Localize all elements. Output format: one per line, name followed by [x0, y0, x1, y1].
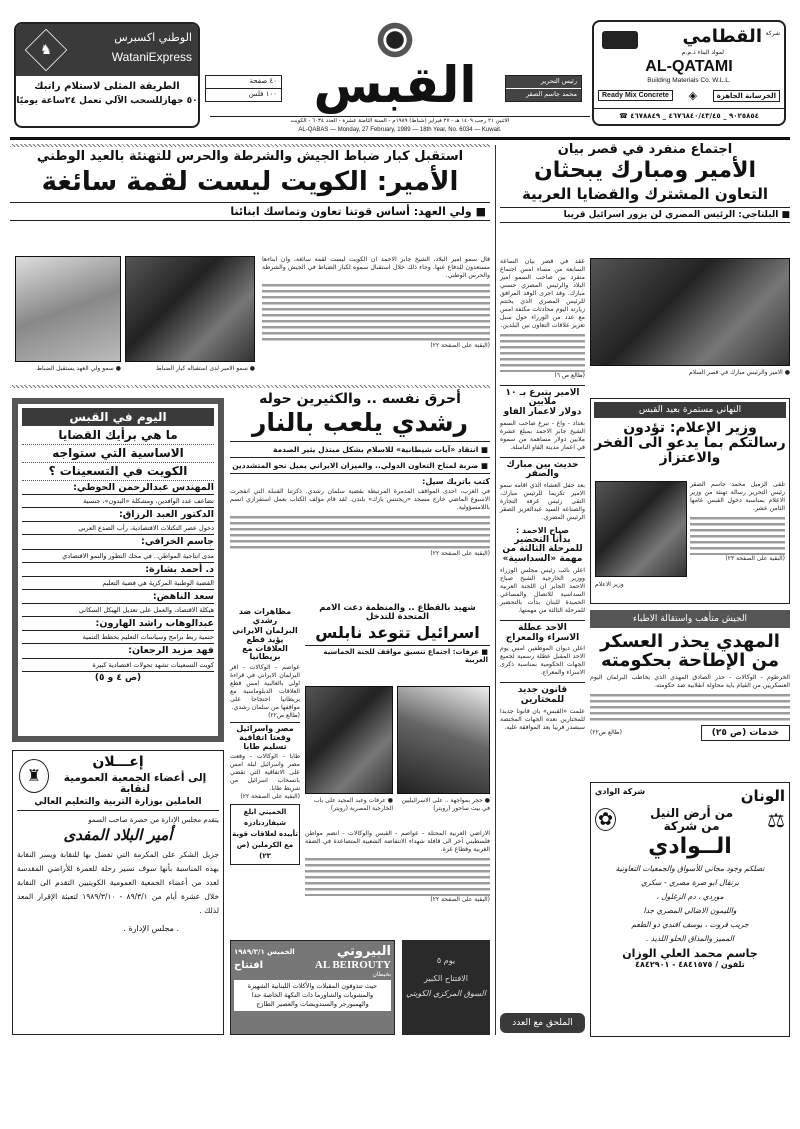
concrete-truck-icon — [602, 31, 638, 49]
article-body-text: عقد في قصر بيان الساعة السابعة من مساء امس اجتماع منفرد بين صاحب السمو امير البلاد والرئيس المصري حسني مبارك. وقد اجرى الوفد المرافق للرئيس المصري الذي يختتم زيارته اليوم محادثات مكثفة امس مع عدد من الوزراء حول سبل تعزيز علاقات التعاون بين البلدين. — [500, 258, 585, 329]
bullet-square-icon: ■ — [471, 205, 486, 219]
article-body-text: عواصم - الوكالات - اقر البرلمان الايراني في قراءة اولى بالغالبية امس قطع العلاقات الدبلوماسية مع بريطانيا احتجاجا على مواقفها من سلمان رشدي. — [230, 663, 300, 711]
today-item-name: د. أحمد بشارة: — [22, 565, 214, 577]
ad-union-body: جزيل الشكر على المكرمة التي تفضل بها للنقابة ويسر النقابة بهذه المناسبة بأنها سوف تسير رحلة للعمرة للأراضي المقدسة لعدد من أعضاء الجمعية العمومية الكويتيين التقدم الى النقابة خلال عشرة أيام من ٨٩/٣/١ - ١٩٨٩/٣/١٠ لتعبئة الإقرار المعد لذلك . — [17, 849, 219, 915]
ad-wadi-line2: من شركة — [663, 818, 720, 833]
date-arabic: الاثنين ٢١ رجب ١٤٠٩ هـ - ٢٧ فبراير (شباط) ١٩٨٩م - السنة الثامنة عشرة - العدد ٦٠٣٤ - الكويت — [290, 118, 510, 124]
ad-souq-line3: السوق المركزي الكويتي — [406, 989, 486, 998]
photo-arafat — [305, 686, 393, 794]
story-talk-headline: حديث بين مبارك والصقر — [506, 459, 579, 480]
story-khomeini[interactable]: الخميني ابلغ شيفاردنادزه تأييده لعلاقات قوية مع الكرملين (ص ٢٣) — [230, 804, 300, 865]
ad-teachers-union[interactable] — [12, 750, 224, 1035]
story-mubarak-headline2: التعاون المشترك والقضايا العربية — [521, 184, 769, 203]
photo-info-minister — [595, 481, 687, 577]
ad-union-line2: العاملين بوزارة التربية والتعليم العالي — [17, 798, 219, 812]
today-item-name: جاسم الخرافي: — [22, 537, 214, 549]
ad-wadi-text: جريب فروت ، يوسف افندي ذو الطعم — [631, 919, 749, 929]
story-amir-headline: الأمير: الكويت ليست لقمة سائغة — [41, 167, 459, 198]
article-text-lines — [305, 856, 490, 896]
photo-caption: وزير الاعلام — [595, 581, 624, 588]
services-page-link[interactable]: خدمات (ص ٢٥) — [701, 725, 790, 741]
today-item-name: الدكتور العبد الرزاق: — [22, 510, 214, 522]
story-mahdi-banner: الجيش متأهب واستقالة الاطباء — [590, 610, 790, 628]
left-narrow-column — [230, 608, 300, 865]
story-mukhtar-headline: قانون جديد للمختارين — [517, 685, 568, 706]
ad-beirouty-date: الخميس ١٩٨٩/٣/١ — [234, 947, 295, 956]
ad-qatami-product-ar: الخرسانة الجاهزة — [713, 90, 780, 102]
article-body-text: قال سمو امير البلاد، الشيخ جابر الاحمد ان الكويت ليست لقمة سائغة، وان ابناءها مستعدون للدفاع عنها. وجاء ذلك خلال استقبال سموه لكبار الضباط في الجيش والشرطة والحرس الوطني. — [262, 256, 490, 279]
ad-wadi-owner: جاسم محمد العلي الوزان — [622, 946, 758, 960]
article-body-text: في الغرب، احدى المواقف المدمرة المرتبطة بقضية سلمان رشدي. ذكرتنا القنبلة التي انفجرت الاسبوع الماضي خارج مسجد «ريجنتس بارك» بلندن. لقد قام مؤلف الكتاب بعمل استفزازي اتسم باللامسؤولية. — [230, 488, 490, 512]
ad-al-wadi[interactable] — [590, 782, 790, 1037]
editor-box — [505, 75, 582, 102]
ad-watani-brand-ar: الوطني اكسبرس — [114, 31, 192, 44]
ad-union-title: إعـــلان — [92, 754, 144, 770]
ad-union-name: أمير البلاد المفدى — [63, 826, 173, 845]
diamond-logo-icon: ◈ — [688, 89, 698, 102]
ad-qatami-phones: ٩٠٢٥٨٥٤ _ ٤٦٧٦٨٤٠/٤٣/٤٥ _ ٤٦٧٨٨٤٩ ☎ — [594, 108, 784, 120]
today-question: الاساسية التي ستواجه — [22, 447, 214, 463]
article-text-lines — [590, 692, 790, 722]
hatch-rule — [10, 144, 490, 147]
column-divider — [495, 145, 496, 1035]
photo-caption: ● حجر بمواجهة .. على الاسرائيليين في بيت ساحور (رويتر) — [401, 797, 490, 812]
today-item-topic[interactable]: القضية الوطنية المركزية هي قضية التعليم — [22, 579, 214, 590]
date-english: AL-QABAS — Monday, 27 February, 1989 — 18th Year, No. 6034 — Kuwait. — [298, 127, 502, 133]
story-sabah[interactable] — [500, 527, 585, 615]
ad-wadi-header: شركة الوادي — [595, 787, 646, 796]
article-body-text: بغداد - واع - تبرع صاحب السمو الشيخ جابر الاحمد بمبلغ عشرة ملايين دولار مساهمة من سموه في اعمار مدينة الفاو الباسلة. — [500, 419, 585, 451]
ad-wadi-text: تصلكم وجود مجاني للأسواق والجمعيات التعاونية — [615, 863, 765, 873]
bullet-dot-icon: ● — [482, 797, 490, 804]
story-mahdi[interactable] — [590, 610, 790, 775]
article-body-text: طابا - الوكالات - وقعت مصر واسرائيل ليلة امس على الاتفاقية التي تقضي بانسحاب اسرائيل من شريط طابا. — [230, 753, 300, 793]
ad-beirouty-opening: افتتاح — [234, 959, 264, 971]
photo-caption: ● عرفات وعبد المجيد على باب الخارجية المصرية (رويتر) — [314, 797, 393, 812]
scales-icon: ⚖ — [767, 807, 785, 832]
continued-note[interactable]: (طالع ص ٦) — [554, 372, 585, 379]
today-item-topic[interactable]: تضاعف عدد الوافدين، ومشكلة «البدون»، جنسية — [22, 497, 214, 508]
ad-al-qatami[interactable] — [592, 20, 786, 126]
article-body-text: تلقى الزميل محمد جاسم الصقر رئيس التحرير رسالة تهنئة من وزير الاعلام بمناسبة دخول القبس عامها الثامن عشر. — [690, 481, 785, 512]
story-nablus[interactable] — [305, 604, 490, 667]
story-iran-headline2: البرلمان الايراني يؤيد قطع العلاقات مع بريطانيا — [232, 626, 298, 662]
today-item-topic[interactable]: دخول عصر التكتلات الاقتصادية، رأب الصدع العربي — [22, 524, 214, 535]
bullet-dot-icon: ● — [113, 365, 121, 372]
ad-watani-banner — [16, 24, 198, 76]
bullet-square-icon: ■ — [478, 445, 488, 455]
article-body-text: اعلن نائب رئيس مجلس الوزراء ووزير الخارجية الشيخ صباح الاحمد الجابر ان اللجنة العربية السداسية للاتصال والمساعي الحميدة للبنان بدأت بالتحضير للمرحلة الثالثة من مهمتها. — [500, 566, 585, 614]
camel-logo-icon: ♞ — [25, 29, 67, 71]
editor-name: محمد جاسم الصقر — [525, 90, 577, 98]
story-holiday[interactable] — [500, 620, 585, 677]
price: ١٠٠ فلس — [248, 90, 277, 98]
ad-qatami-sub-en: Building Materials Co. W.L.L. — [647, 77, 731, 84]
story-holiday-headline: الاحد عطلة — [518, 622, 567, 633]
story-rushdie-subhead: ضربة لمناخ التعاون الدولي.. والميزان الايراني يميل نحو المتشددين — [232, 461, 479, 471]
ad-union-line1: إلى أعضاء الجمعية العمومية لنقابة — [63, 772, 207, 796]
ad-wadi-text: موردي ، دم الزغلول ، — [656, 891, 724, 901]
story-amir-kicker: استقبل كبار ضباط الجيش والشرطة والحرس للتهنئة بالعيد الوطني — [36, 149, 464, 164]
story-mubarak-subhead: البلتاجي: الرئيس المصري لن يزور اسرائيل قريبا — [563, 209, 779, 220]
ad-qatami-name-ar: القطامي — [682, 26, 762, 47]
story-amir[interactable] — [10, 150, 490, 221]
ad-union-intro: يتقدم مجلس الإدارة من حضرة صاحب السمو — [88, 816, 219, 825]
ad-wadi-name: الــوادي — [648, 833, 732, 859]
price-box — [205, 75, 282, 102]
article-body-text: اعلن ديوان الموظفين امس يوم الاحد المقبل عطلة رسمية لجميع الجهات الحكومية بمناسبة ذكرى الاسراء والمعراج. — [500, 645, 585, 677]
ad-qatami-sub-ar: لمواد البناء ذ.م.م — [681, 49, 724, 56]
story-mahdi-headline: المهدي يحذر العسكر من الإطاحة بحكومته — [600, 631, 780, 672]
story-amir-body — [262, 256, 490, 350]
ad-beirouty-body: حيث تتذوقون المقبلات والأكلات اللبنانية الشهيرة والمشويات والشاورما ذات النكهة الخاصة جدا والهمبورجر والسندويشات والعصير الطازج — [234, 980, 391, 1011]
story-mubarak-kicker: اجتماع منفرد في قصر بيان — [557, 142, 733, 157]
story-rushdie-kicker: أحرق نفسه .. والكثيرين حوله — [259, 391, 461, 407]
story-talk[interactable] — [500, 457, 585, 522]
story-nablus-headline: اسرائيل تتوعد نابلس — [315, 623, 480, 643]
bullet-square-icon: ■ — [478, 461, 488, 471]
continued-note[interactable]: (البقية على الصفحة ٢٣) — [725, 555, 785, 562]
story-mubarak-body — [500, 258, 585, 380]
story-donation[interactable] — [500, 385, 585, 452]
ad-watani-brand-en: WataniExpress — [111, 50, 192, 64]
today-item-name: المهندس عبدالرحمن الحوطي: — [22, 483, 214, 495]
ad-beirouty-name-en: AL BEIROUTY — [314, 959, 391, 971]
today-item-topic[interactable]: حتمية ربط برامج وسياسات التعليم بخطط التنمية — [22, 633, 214, 644]
story-taba-headline: مصر واسرائيل وقعتا اتفاقية تسليم طابا — [236, 724, 294, 751]
story-iran-parliament[interactable] — [230, 608, 300, 719]
story-mubarak-headline: الأمير ومبارك يبحثان — [533, 158, 756, 184]
union-emblem-icon: ♜ — [19, 759, 49, 793]
newspaper-name: القبس — [313, 56, 477, 114]
photo-caption: ● سمو ولي العهد يستقبل الضباط — [36, 365, 121, 372]
continued-note[interactable]: (البقية على الصفحة ٢٢) — [430, 342, 490, 349]
ad-qatami-product-en: Ready Mix Concrete — [598, 90, 673, 101]
ad-watani-line1: الطريقة المثلى لاستلام راتبك — [34, 81, 180, 92]
ad-qatami-company: شركة — [765, 30, 780, 37]
photo-caption: ● الامير والرئيس مبارك في قصر السلام — [688, 369, 790, 376]
photo-stone-thrower — [397, 686, 490, 794]
photo-amir-mubarak — [590, 258, 790, 366]
ad-souq-line2: الافتتاح الكبير — [424, 974, 468, 983]
ad-wadi-line1: من أرض النيل — [650, 806, 734, 820]
ad-al-beirouty[interactable] — [230, 940, 395, 1035]
masthead-logo — [295, 20, 495, 115]
ad-wadi-text: والليمون الاضالي المصري جدا — [643, 905, 737, 915]
continued-note[interactable]: (البقية على الصفحة ٢٢) — [430, 896, 490, 903]
ad-wadi-text: المميز والمذاق الحلو اللذيذ . — [646, 933, 734, 943]
story-nablus-subhead: عرفات: اجتماع تنسيق مواقف للجنة الخماسية العربية — [323, 647, 488, 665]
masthead-rule — [10, 137, 790, 140]
story-taba[interactable] — [230, 722, 300, 800]
article-body-text: الخرطوم - الوكالات - حذر الصادق المهدي الذي يخاطب البرلمان اليوم العسكريين من القيام باية محاولة انقلابية ضد حكومته. — [590, 673, 790, 689]
ad-wadi-phones: تلفون / ٤٨٤١٥٧٥ - ٤٨٤٢٩٠١ — [635, 959, 745, 969]
today-item-name: سعد الناهض: — [22, 592, 214, 604]
flower-logo-icon: ✿ — [595, 808, 616, 831]
photo-crown-prince — [15, 256, 121, 362]
continued-note[interactable]: (البقية على الصفحة ٢٢) — [430, 550, 490, 558]
hatch-rule — [10, 385, 490, 388]
right-narrow-column — [500, 258, 585, 732]
ad-wadi-brand: الونان — [740, 787, 785, 805]
today-question: الكويت في التسعينات ؟ — [22, 465, 214, 481]
article-text-lines — [690, 515, 785, 555]
continued-note[interactable]: (طالع ص٢٢) — [590, 729, 622, 737]
continued-note[interactable]: (البقية على الصفحة ٢٢) — [240, 793, 300, 801]
article-body-text: الاراضي العربية المحتلة - عواصم - القبس والوكالات - انضم مواطن فلسطيني آخر الى قافلة شهداء الانتفاضة الشعبية المتصاعدة في الضفة الغربية وقطاع غزة. — [305, 830, 490, 853]
today-item-topic[interactable]: مدى انتاجية المواطن.. في محك التطور والنمو الاقتصادي — [22, 552, 214, 563]
story-sabah-headline: بدأنا التحضير للمرحلة الثالثة من مهمة «السداسية» — [502, 534, 583, 565]
story-info-headline: وزير الإعلام: تؤدون رسالتكم بما يدعو الى الفخر والاعتزاز — [594, 420, 786, 467]
continued-note[interactable]: (طالع ص٢٢) — [268, 711, 300, 719]
bullet-square-icon: ■ — [778, 209, 790, 220]
editor-title: رئيس التحرير — [506, 76, 581, 89]
story-donation-headline: الامير يتبرع بـ ١٠ ملايين — [505, 387, 580, 408]
page-count: ٤٠ صفحة — [206, 76, 281, 89]
story-info-banner: النهاني مستمرة بعيد القبس — [594, 402, 786, 418]
article-text-lines — [230, 514, 490, 550]
story-mukhtar[interactable] — [500, 682, 585, 731]
ad-beirouty-name-ar: البيروتي — [336, 944, 391, 959]
story-iran-headline: مظاهرات ضد رشدي — [238, 607, 292, 625]
ad-qatami-name-en: AL-QATAMI — [645, 58, 733, 75]
ad-watani-express[interactable] — [14, 22, 200, 128]
photo-amir-officers — [125, 256, 255, 362]
ad-wadi-text: برتقال ابو صرة مصري - سكري — [641, 877, 739, 887]
article-body-text: علمت «القبس» بان قانونا جديدا للمختارين تعده الجهات المختصة سيصدر قريبا بعد الموافقة عليه. — [500, 707, 585, 731]
article-text-lines — [262, 282, 490, 342]
today-in-qabas-box[interactable] — [12, 398, 224, 742]
today-pages-link[interactable]: (ص ٤ و ٥) — [94, 672, 142, 683]
photo-caption: ● سمو الامير لدى استقباله كبار الضباط — [156, 365, 255, 372]
today-banner: اليوم في القبس — [22, 408, 214, 426]
today-item-name: فهد مزيد الرجعان: — [22, 646, 214, 658]
ad-watani-line2: ٥٠ جهازللسحب الآلي تعمل ٢٤ساعة يوميًا — [16, 95, 198, 106]
story-amir-subhead: ولي العهد: أساس قوتنا تعاون وتماسك ابنائنا — [230, 205, 472, 219]
ad-souq-line1: يوم ٥ — [436, 956, 456, 965]
today-item-topic[interactable]: كويت التسعينات تشهد تحولات اقتصادية كبيرة — [22, 661, 214, 672]
ad-central-souq[interactable] — [402, 940, 490, 1035]
bullet-square-icon: ■ — [478, 647, 488, 656]
ad-beirouty-place: بخيطان — [372, 971, 391, 978]
story-rushdie[interactable] — [230, 392, 490, 558]
story-mubarak[interactable] — [500, 143, 790, 223]
bullet-dot-icon: ● — [782, 369, 790, 376]
bullet-dot-icon: ● — [385, 797, 393, 804]
today-item-topic[interactable]: هيكلة الاقتصاد، والعمل على تعديل الهيكل السكاني — [22, 606, 214, 617]
story-donation-headline2: دولار لاعمار الفاو — [503, 406, 582, 417]
story-rushdie-headline: رشدي يلعب بالنار — [251, 408, 469, 438]
article-body-text: بعد حفل العشاء الذي اقامه سمو الامير تكريما للرئيس مبارك، التقى رئيس غرفة التجارة والصناعة السيد عبدالعزيز الصقر الرئيس المصري. — [500, 482, 585, 522]
story-sabah-kicker: صباح الاحمد : — [516, 526, 569, 536]
story-nablus-body — [305, 830, 490, 904]
bullet-dot-icon: ● — [247, 365, 255, 372]
today-item-name: عبدالوهاب راشد الهارون: — [22, 619, 214, 631]
story-rushdie-subhead: انتقاد «آيات شيطانية» للاسلام بشكل مبتذل يثير الصدمة — [272, 445, 479, 455]
today-question: ما هي برأيك القضايا — [22, 429, 214, 445]
story-holiday-headline2: الاسراء والمعراج — [505, 632, 580, 643]
date-divider — [210, 116, 590, 117]
qabas-emblem-icon — [375, 20, 415, 60]
story-nablus-kicker: شهيد بالقطاع .. والمنظمة دعت الامم المتحدة للتدخل — [319, 603, 476, 623]
story-rushdie-byline: كتب باتريك سيل: — [422, 477, 490, 487]
ad-union-signature: . مجلس الإدارة . — [123, 923, 179, 933]
article-text-lines — [500, 332, 585, 372]
supplement-badge[interactable]: الملحق مع العدد — [500, 1013, 585, 1033]
story-info-minister[interactable] — [590, 398, 790, 604]
